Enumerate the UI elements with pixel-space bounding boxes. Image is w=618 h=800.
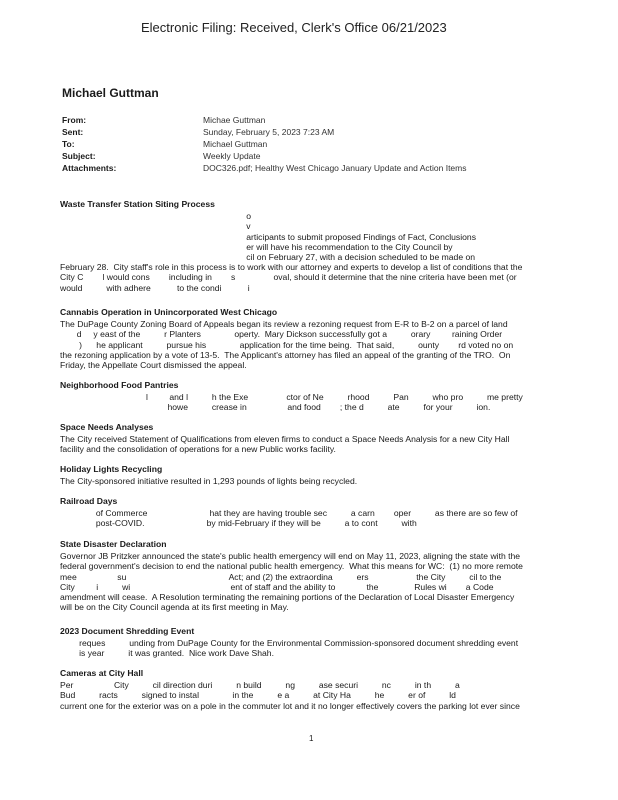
body-line: February 28. City staff's role in this process is to work with our attorney and experts to develop a list of conditions that the: [60, 262, 523, 273]
body-line: Bud racts signed to instal in the e a at City Ha he er of ld: [60, 690, 456, 701]
header-value: Michae Guttman: [203, 115, 266, 125]
body-line: The DuPage County Zoning Board of Appeals began its review a rezoning request from E-R to B-2 on a parcel of land: [60, 319, 508, 330]
section-holiday-lights: [60, 464, 560, 486]
body-line: would with adhere to the condi i: [60, 282, 250, 293]
body-line: d y east of the r Planters operty. Mary Dickson successfully got a orary raining Order: [60, 329, 503, 340]
header-attachments: [62, 162, 466, 174]
body-line: er will have his recommendation to the City Council by: [60, 241, 453, 252]
body-line: City C l would cons including in s oval, should it determine that the nine criteria have been met (or: [60, 272, 517, 283]
body-line: Governor JB Pritzker announced the state's public health emergency will end on May 11, 2023, aligning the state with the: [60, 551, 521, 562]
section-heading: Holiday Lights Recycling: [60, 464, 163, 474]
header-subject: [62, 150, 466, 162]
header-label: Subject:: [62, 151, 96, 162]
body-line: amendment will cease. A Resolution terminating the remaining portions of the Declaration of Local Disaster Emergency: [60, 592, 515, 603]
section-waste-transfer: [60, 199, 560, 293]
header-value: Michael Guttman: [203, 139, 268, 150]
section-heading: Waste Transfer Station Siting Process: [60, 199, 215, 209]
header-from: [62, 114, 466, 126]
section-food-pantries: [60, 380, 560, 413]
sender-heading: Michael Guttman: [62, 86, 159, 100]
body-line: post-COVID. by mid-February if they will be a to cont with: [60, 518, 417, 529]
section-heading: Cameras at City Hall: [60, 668, 144, 678]
body-line: the rezoning application by a vote of 13-5. The Applicant's attorney has filed an appeal of the granting of the TRO. On: [60, 349, 511, 360]
header-value: DOC326.pdf; Healthy West Chicago January Update and Action Items: [203, 163, 467, 174]
body-line: reques unding from DuPage County for the Environmental Commission-sponsored document shredding event: [60, 638, 519, 649]
section-heading: Neighborhood Food Pantries: [60, 380, 179, 390]
section-heading: State Disaster Declaration: [60, 539, 167, 549]
header-label: Attachments:: [62, 163, 117, 174]
body-line: howe crease in and food ; the d ate for your ion.: [60, 402, 491, 413]
body-line: ) he applicant pursue his application for the time being. That said, ounty rd voted no on: [60, 339, 514, 350]
body-line: l and l h the Exe ctor of Ne rhood Pan who pro me pretty: [60, 392, 523, 403]
body-line: of Commerce hat they are having trouble sec a carn oper as there are so few of: [60, 508, 518, 519]
section-heading: Railroad Days: [60, 496, 118, 506]
body-line: Per City cil direction duri n build ng ase securi nc in th a: [60, 680, 460, 691]
body-line: articipants to submit proposed Findings of Fact, Conclusions: [60, 231, 476, 242]
email-headers: [62, 114, 466, 174]
body-line: v: [60, 221, 251, 232]
section-heading: 2023 Document Shredding Event: [60, 626, 195, 636]
body-line: cil on February 27, with a decision scheduled to be made on: [60, 252, 476, 263]
section-disaster-declaration: [60, 539, 560, 612]
header-label: From:: [62, 115, 87, 125]
section-shredding-event: [60, 626, 560, 659]
body-line: o: [60, 211, 252, 222]
body-line: is year it was granted. Nice work Dave Shah.: [60, 648, 274, 659]
body-line: City i wi ent of staff and the ability to the Rules wi a Code: [60, 581, 494, 592]
body-line: will be on the City Council agenda at its first meeting in May.: [60, 602, 289, 613]
section-cameras: [60, 668, 560, 711]
section-railroad-days: [60, 496, 560, 529]
body-line: facility and the consolidation of operations for a new Public works facility.: [60, 444, 336, 455]
body-line: Friday, the Appellate Court dismissed the appeal.: [60, 360, 247, 371]
header-label: Sent:: [62, 127, 84, 138]
header-value: Weekly Update: [203, 151, 261, 162]
header-label: To:: [62, 139, 75, 150]
header-to: [62, 138, 466, 150]
page-number: 1: [309, 734, 314, 743]
section-cannabis: [60, 307, 560, 370]
section-heading: Cannabis Operation in Unincorporated West Chicago: [60, 307, 278, 317]
body-line: The City received Statement of Qualifications from eleven firms to conduct a Space Needs Analysis for a new City Hall: [60, 434, 510, 445]
body-line: federal government's decision to end the national public health emergency. What this means for WC: (1) no more remote: [60, 561, 523, 572]
filing-stamp: Electronic Filing: Received, Clerk's Office 06/21/2023: [141, 20, 447, 35]
section-heading: Space Needs Analyses: [60, 422, 154, 432]
body-line: current one for the exterior was on a pole in the commuter lot and it no longer effectively covers the parking lot ever since: [60, 700, 520, 711]
header-sent: [62, 126, 466, 138]
body-line: The City-sponsored initiative resulted in 1,293 pounds of lights being recycled.: [60, 476, 358, 487]
header-value: Sunday, February 5, 2023 7:23 AM: [203, 127, 335, 138]
body-line: mee su Act; and (2) the extraordina ers the City cil to the: [60, 571, 502, 582]
section-space-needs: [60, 422, 560, 455]
